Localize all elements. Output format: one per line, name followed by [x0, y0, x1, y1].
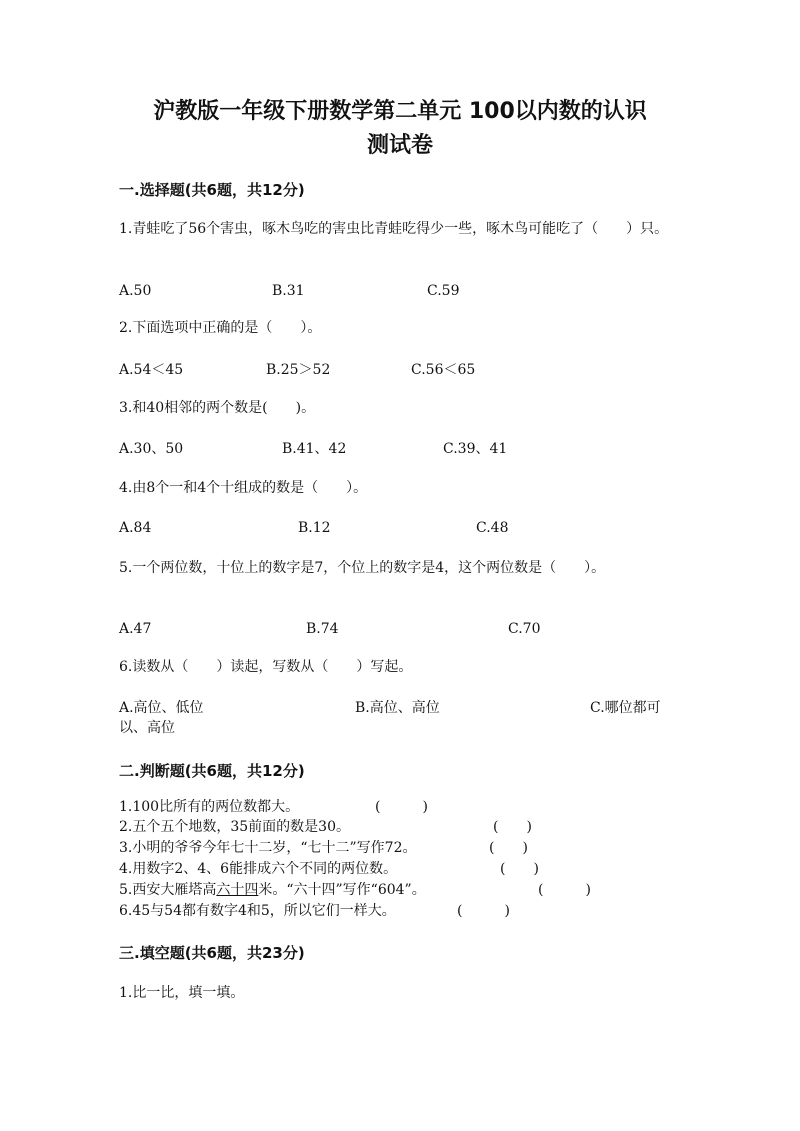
- fill-question-1: 1.比一比，填一填。: [119, 985, 245, 1001]
- judge-item-4: 4.用数字2、4、6能排成六个不同的两位数。: [119, 861, 398, 877]
- q2-option-c: C.56＜65: [411, 362, 476, 378]
- page-title: [100, 95, 700, 163]
- question-2: 2.下面选项中正确的是（ ）。: [119, 320, 322, 336]
- q2-option-b: B.25＞52: [266, 362, 331, 378]
- q5-option-c: C.70: [508, 621, 541, 637]
- section-heading-fill: 三.填空题(共6题，共23分): [119, 944, 305, 962]
- judge-item-3: 3.小明的爷爷今年七十二岁，“七十二”写作72。: [119, 840, 417, 856]
- judge-5-answer-paren: ( ): [538, 882, 591, 898]
- q6-option-a: A.高位、低位: [119, 700, 204, 716]
- judge-5-text-before: 5.西安大雁塔高: [119, 882, 217, 898]
- judge-5-underlined-number: 六十四: [216, 882, 259, 898]
- q4-option-b: B.12: [298, 520, 331, 536]
- judge-6-answer-paren: ( ): [457, 903, 510, 919]
- judge-item-6: 6.45与54都有数字4和5，所以它们一样大。: [119, 903, 396, 919]
- judge-2-answer-paren: ( ): [493, 819, 532, 835]
- q4-option-c: C.48: [476, 520, 509, 536]
- judge-3-answer-paren: ( ): [489, 840, 528, 856]
- q2-option-a: A.54＜45: [119, 362, 184, 378]
- q4-option-a: A.84: [119, 520, 152, 536]
- judge-item-1: 1.100比所有的两位数都大。: [119, 799, 300, 815]
- question-5: 5.一个两位数，十位上的数字是7，个位上的数字是4，这个两位数是（ ）。: [119, 560, 606, 576]
- q5-option-b: B.74: [306, 621, 339, 637]
- section-heading-choice: 一.选择题(共6题，共12分): [119, 181, 305, 199]
- title-line-2: 测试卷: [366, 133, 433, 158]
- q6-option-c-continuation: 以、高位: [119, 720, 175, 736]
- q5-option-a: A.47: [119, 621, 152, 637]
- q1-option-a: A.50: [119, 283, 152, 299]
- question-3: 3.和40相邻的两个数是( )。: [119, 400, 316, 416]
- q6-option-b: B.高位、高位: [355, 700, 440, 716]
- judge-item-2: 2.五个五个地数，35前面的数是30。: [119, 819, 350, 835]
- judge-item-5: [119, 880, 426, 900]
- judge-4-answer-paren: ( ): [500, 861, 539, 877]
- judge-1-answer-paren: ( ): [375, 799, 428, 815]
- q3-option-a: A.30、50: [119, 441, 184, 457]
- section-heading-judge: 二.判断题(共6题，共12分): [119, 762, 305, 780]
- q3-option-c: C.39、41: [443, 441, 508, 457]
- q1-option-b: B.31: [272, 283, 305, 299]
- title-line-1: 沪教版一年级下册数学第二单元 100以内数的认识: [153, 99, 647, 124]
- question-4: 4.由8个一和4个十组成的数是（ ）。: [119, 480, 368, 496]
- q1-option-c: C.59: [427, 283, 460, 299]
- q3-option-b: B.41、42: [282, 441, 347, 457]
- question-6: 6.读数从（ ）读起，写数从（ ）写起。: [119, 659, 413, 675]
- judge-5-text-after: 米。“六十四”写作“604”。: [258, 882, 426, 898]
- question-1: 1.青蛙吃了56个害虫，啄木鸟吃的害虫比青蛙吃得少一些，啄木鸟可能吃了（ ）只。: [119, 221, 669, 237]
- q6-option-c: C.哪位都可: [590, 700, 661, 716]
